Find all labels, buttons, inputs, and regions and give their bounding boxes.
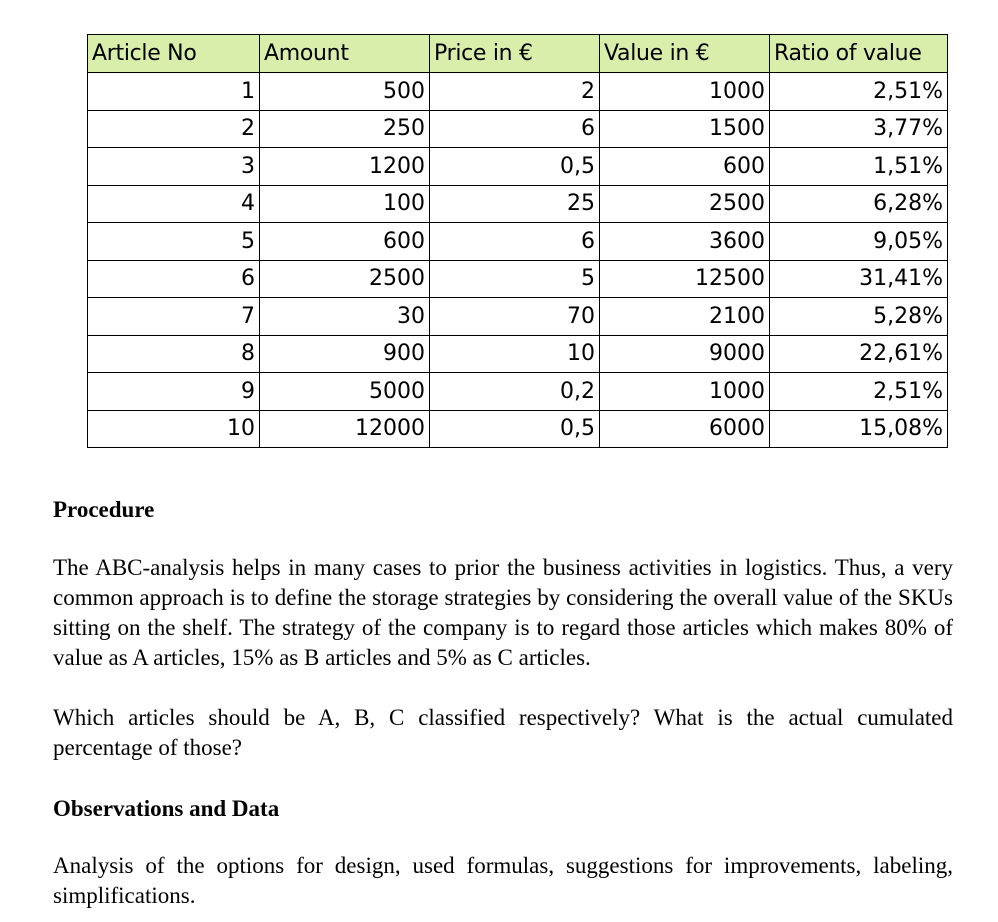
table-row [88, 410, 948, 448]
table-body [88, 73, 948, 448]
observations-heading: Observations and Data [53, 796, 280, 821]
table-row [88, 148, 948, 186]
cell-price: 0,5 [430, 410, 600, 448]
cell-price: 70 [430, 298, 600, 336]
cell-price: 2 [430, 73, 600, 111]
cell-value: 600 [600, 148, 770, 186]
cell-article-no: 4 [88, 185, 260, 223]
cell-article-no: 6 [88, 260, 260, 298]
cell-article-no: 7 [88, 298, 260, 336]
header-amount: Amount [260, 35, 430, 73]
cell-price: 6 [430, 223, 600, 261]
cell-price: 0,5 [430, 148, 600, 186]
table-row [88, 185, 948, 223]
cell-value: 12500 [600, 260, 770, 298]
cell-ratio: 2,51% [770, 373, 948, 411]
cell-amount: 1200 [260, 148, 430, 186]
cell-ratio: 15,08% [770, 410, 948, 448]
cell-price: 0,2 [430, 373, 600, 411]
procedure-heading: Procedure [53, 497, 155, 522]
question-paragraph: Which articles should be A, B, C classified respectively? What is the actual cumulated percentage of those? [53, 705, 953, 760]
cell-ratio: 6,28% [770, 185, 948, 223]
cell-price: 6 [430, 110, 600, 148]
cell-amount: 100 [260, 185, 430, 223]
cell-ratio: 9,05% [770, 223, 948, 261]
observations-paragraph: Analysis of the options for design, used formulas, suggestions for improvements, labeling, simplifications. [53, 853, 953, 908]
cell-article-no: 9 [88, 373, 260, 411]
table-row [88, 223, 948, 261]
cell-ratio: 22,61% [770, 335, 948, 373]
cell-ratio: 1,51% [770, 148, 948, 186]
header-article-no: Article No [88, 35, 260, 73]
cell-ratio: 3,77% [770, 110, 948, 148]
cell-amount: 30 [260, 298, 430, 336]
cell-value: 1000 [600, 73, 770, 111]
cell-value: 1000 [600, 373, 770, 411]
cell-amount: 600 [260, 223, 430, 261]
cell-price: 5 [430, 260, 600, 298]
table-row [88, 73, 948, 111]
cell-amount: 250 [260, 110, 430, 148]
cell-ratio: 31,41% [770, 260, 948, 298]
cell-amount: 900 [260, 335, 430, 373]
table-row [88, 373, 948, 411]
cell-article-no: 3 [88, 148, 260, 186]
abc-data-table [87, 34, 948, 448]
cell-value: 2100 [600, 298, 770, 336]
cell-value: 1500 [600, 110, 770, 148]
procedure-paragraph: The ABC-analysis helps in many cases to prior the business activities in logistics. Thus, a very common approach is to define the storage strategies by considering the overall value of the SKUs sitting on the shelf. The strategy of the company is to regard those articles which makes 80% of value as A articles, 15% as B articles and 5% as C articles. [53, 555, 953, 670]
header-value: Value in € [600, 35, 770, 73]
cell-ratio: 2,51% [770, 73, 948, 111]
cell-value: 2500 [600, 185, 770, 223]
cell-amount: 2500 [260, 260, 430, 298]
cell-article-no: 1 [88, 73, 260, 111]
cell-article-no: 10 [88, 410, 260, 448]
cell-value: 3600 [600, 223, 770, 261]
cell-amount: 5000 [260, 373, 430, 411]
header-price: Price in € [430, 35, 600, 73]
cell-article-no: 8 [88, 335, 260, 373]
cell-article-no: 2 [88, 110, 260, 148]
header-ratio-of-value: Ratio of value [770, 35, 948, 73]
cell-price: 25 [430, 185, 600, 223]
cell-amount: 500 [260, 73, 430, 111]
table-row [88, 298, 948, 336]
table-row [88, 335, 948, 373]
table-row [88, 260, 948, 298]
cell-amount: 12000 [260, 410, 430, 448]
table-row [88, 110, 948, 148]
cell-value: 6000 [600, 410, 770, 448]
table-header-row [88, 35, 948, 73]
cell-article-no: 5 [88, 223, 260, 261]
abc-data-table-wrapper [87, 34, 948, 448]
cell-ratio: 5,28% [770, 298, 948, 336]
cell-price: 10 [430, 335, 600, 373]
cell-value: 9000 [600, 335, 770, 373]
